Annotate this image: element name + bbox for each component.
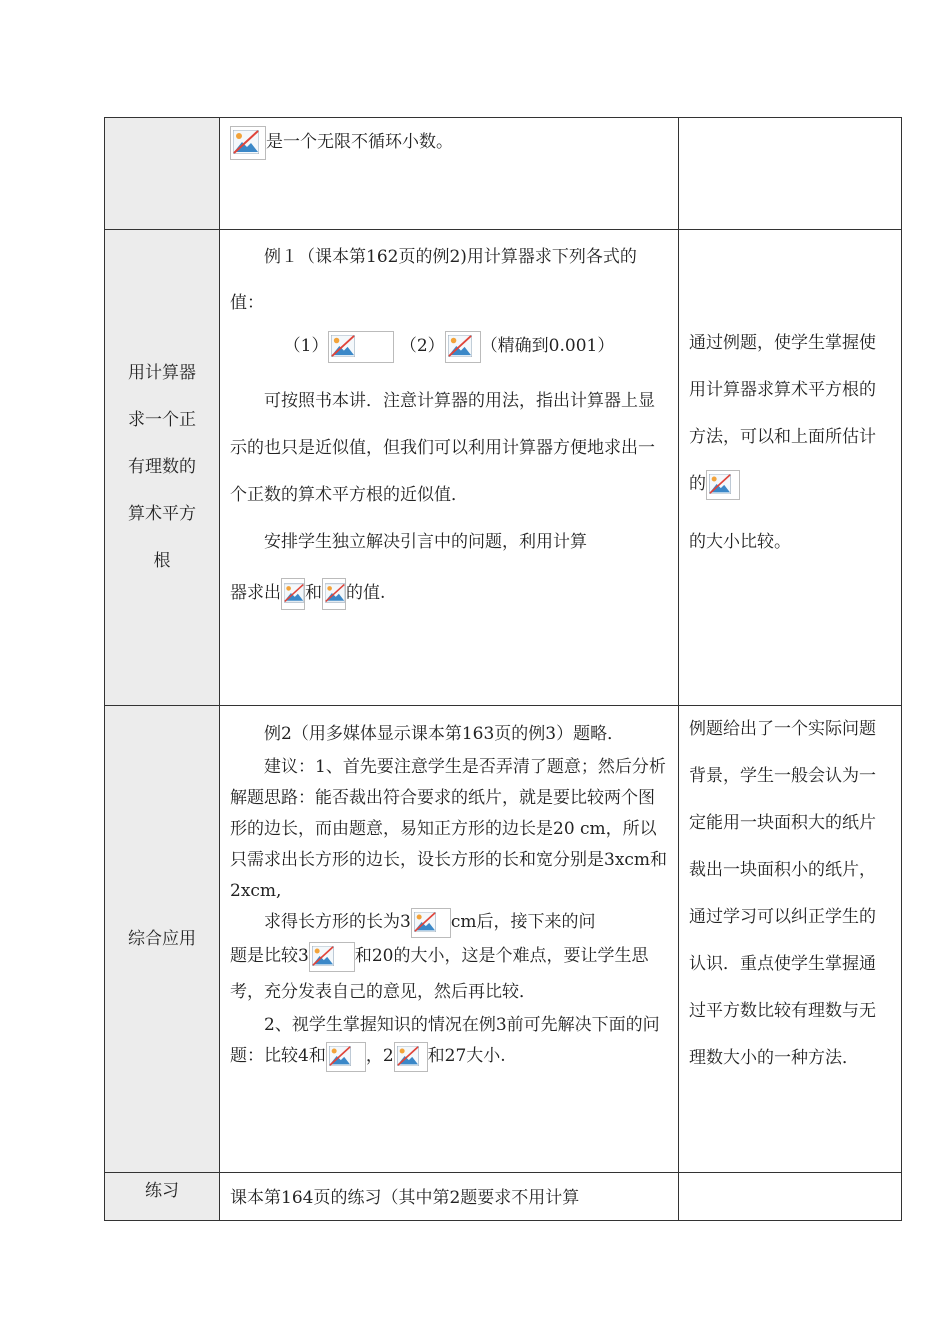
content-text: 题是比较3 [230,946,309,966]
intent-paragraph [689,320,891,508]
broken-image-icon [445,331,481,363]
content-text: ，2 [365,1046,394,1066]
content-text: 求得长方形的长为3 [264,912,411,932]
table-row [105,1173,902,1221]
content-line [230,1010,668,1072]
broken-image-icon [328,331,394,363]
intent-cell [679,118,902,230]
intent-cell [679,230,902,706]
stage-line: 求一个正 [128,410,196,430]
item-label: （2） [399,336,445,356]
content-cell [220,230,679,706]
suggestion-paragraph: 建议：1、首先要注意学生是否弄清了题意；然后分析解题思路：能否裁出符合要求的纸片，就是要比较两个图形的边长，而由题意，易知正方形的边长是20 cm，所以只需求出长方形的边长，设长方形的长和宽分别是3xcm和2xcm, [230,757,668,901]
item-label: （1） [283,336,329,356]
stage-cell [105,230,220,706]
task-paragraph-end [230,573,668,613]
intent-paragraph: 的大小比较。 [689,532,791,552]
intent-cell [679,706,902,1173]
content-text: cm后，接下来的问 [450,912,596,932]
example-paragraph: 例１（课本第162页的例2)用计算器求下列各式的值： [230,247,637,313]
stage-line: 算术平方 [128,504,196,524]
intent-cell [679,1173,902,1221]
stage-line: 用计算器 [128,363,196,383]
table-row [105,706,902,1173]
content-cell [220,706,679,1173]
content-line [230,907,668,938]
broken-image-icon [322,578,346,610]
stage-cell: 练习 [105,1173,220,1221]
stage-cell [105,118,220,230]
formula-line [230,328,668,364]
intent-paragraph: 例题给出了一个实际问题背景，学生一般会认为一定能用一块面积大的纸片裁出一块面积小的纸片，通过学习可以纠正学生的认识．重点使学生掌握通过平方数比较有理数与无理数大小的一种方法． [689,719,876,1068]
content-text: 是一个无限不循环小数。 [266,132,453,152]
broken-image-icon [706,470,740,500]
stage-cell: 综合应用 [105,706,220,1173]
item-note: （精确到0.001） [480,336,615,356]
content-text: 的值. [346,583,386,603]
broken-image-icon [309,942,355,972]
content-text: 器求出 [230,583,281,603]
explanation-paragraph: 可按照书本讲．注意计算器的用法，指出计算器上显示的也只是近似值，但我们可以利用计算器方便地求出一个正数的算术平方根的近似值． [230,391,655,505]
content-cell [220,118,679,230]
practice-text: 课本第164页的练习（其中第2题要求不用计算 [230,1188,580,1208]
content-text: 和 [305,583,322,603]
content-cell [220,1173,679,1221]
content-text: 和27大小. [427,1046,506,1066]
broken-image-icon [326,1042,366,1072]
intent-text: 通过例题，使学生掌握使用计算器求算术平方根的方法，可以和上面所估计的 [689,333,876,494]
stage-line: 有理数的 [128,457,196,477]
broken-image-icon [394,1042,428,1072]
stage-line: 根 [153,551,171,571]
broken-image-icon [230,126,266,160]
broken-image-icon [411,908,451,938]
content-text: 2、视学生掌握知识的情况在例3前可先解决下面的问题：比较4和 [230,1015,660,1066]
content-line [230,938,668,1010]
task-paragraph: 安排学生独立解决引言中的问题，利用计算 [264,532,587,552]
table-row [105,118,902,230]
content-text: 和20的大小，这是个难点，要让学生思考，充分发表自己的意见，然后再比较． [230,946,649,1002]
table-row [105,230,902,706]
example-paragraph: 例2（用多媒体显示课本第163页的例3）题略． [264,724,625,744]
lesson-plan-table [104,117,902,1221]
broken-image-icon [281,578,305,610]
